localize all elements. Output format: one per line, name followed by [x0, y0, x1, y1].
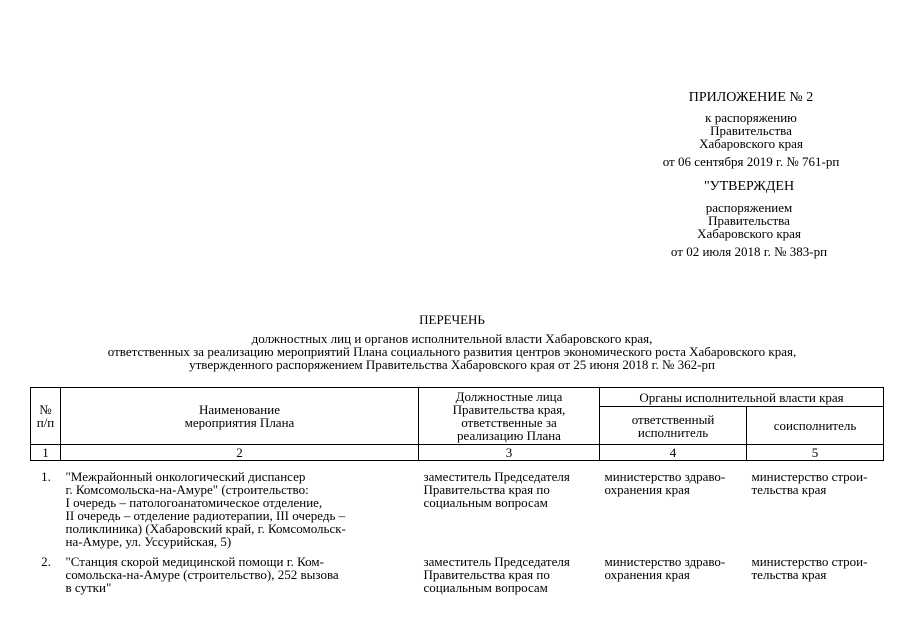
- row-responsible: министерство здраво- охранения края: [604, 554, 726, 582]
- row-name: "Станция скорой медицинской помощи г. Ком- сомольска-на-Амуре (строительство), 252 вызова в сутки": [65, 554, 339, 595]
- col-number: 3: [419, 445, 600, 461]
- header-responsible: ответственный исполнитель: [600, 407, 747, 445]
- row-responsible: министерство здраво- охранения края: [604, 469, 726, 497]
- row-coexecutor: министерство строи- тельства края: [751, 469, 868, 497]
- table-row: [31, 461, 884, 550]
- heading-line: ответственных за реализацию мероприятий Плана социального развития центров экономического роста Хабаровского края,: [107, 344, 797, 359]
- col-number: 5: [747, 445, 884, 461]
- heading-line: должностных лиц и органов исполнительной власти Хабаровского края,: [251, 331, 653, 346]
- header-officials: Должностные лица Правительства края, ответственные за реализацию Плана: [419, 388, 600, 445]
- approved-date: от 02 июля 2018 г. № 383-рп: [670, 244, 828, 259]
- heading-title: ПЕРЕЧЕНЬ: [419, 312, 485, 327]
- col-number: 4: [600, 445, 747, 461]
- row-num: 1.: [41, 469, 51, 484]
- header-name: Наименование мероприятия Плана: [61, 388, 419, 445]
- row-official: заместитель Председателя Правительства края по социальным вопросам: [423, 554, 570, 595]
- header-coexecutor: соисполнитель: [747, 407, 884, 445]
- approved-title: "УТВЕРЖДЕН: [703, 179, 795, 194]
- appendix-title: ПРИЛОЖЕНИЕ № 2: [688, 90, 814, 105]
- heading-line: утвержденного распоряжением Правительства Хабаровского края от 25 июня 2018 г. № 362-рп: [189, 357, 715, 372]
- appendix-line: Хабаровского края: [699, 136, 803, 151]
- row-num: 2.: [41, 554, 51, 569]
- header-num: № п/п: [31, 388, 61, 445]
- officials-table: [30, 387, 884, 595]
- row-coexecutor: министерство строи- тельства края: [751, 554, 868, 582]
- table-row: [31, 549, 884, 595]
- approved-line: распоряжением: [705, 200, 793, 215]
- row-name: "Межрайонный онкологический диспансер г. Комсомольска-на-Амуре" (строительство: I очередь – патологоанатомическое отделение, II очередь – отделение радиотерапии, III очередь – поликлиника) (Хабаровский край, г. Комсомольск- на-Амуре, ул. Уссурийская, 5): [65, 469, 346, 549]
- appendix-date: от 06 сентября 2019 г. № 761-рп: [662, 154, 840, 169]
- row-official: заместитель Председателя Правительства края по социальным вопросам: [423, 469, 570, 510]
- col-number: 2: [61, 445, 419, 461]
- header-bodies: Органы исполнительной власти края: [600, 388, 884, 407]
- appendix-line: Правительства: [710, 123, 792, 138]
- approved-line: Правительства: [708, 213, 790, 228]
- col-number: 1: [31, 445, 61, 461]
- approved-line: Хабаровского края: [697, 226, 801, 241]
- appendix-line: к распоряжению: [705, 110, 797, 125]
